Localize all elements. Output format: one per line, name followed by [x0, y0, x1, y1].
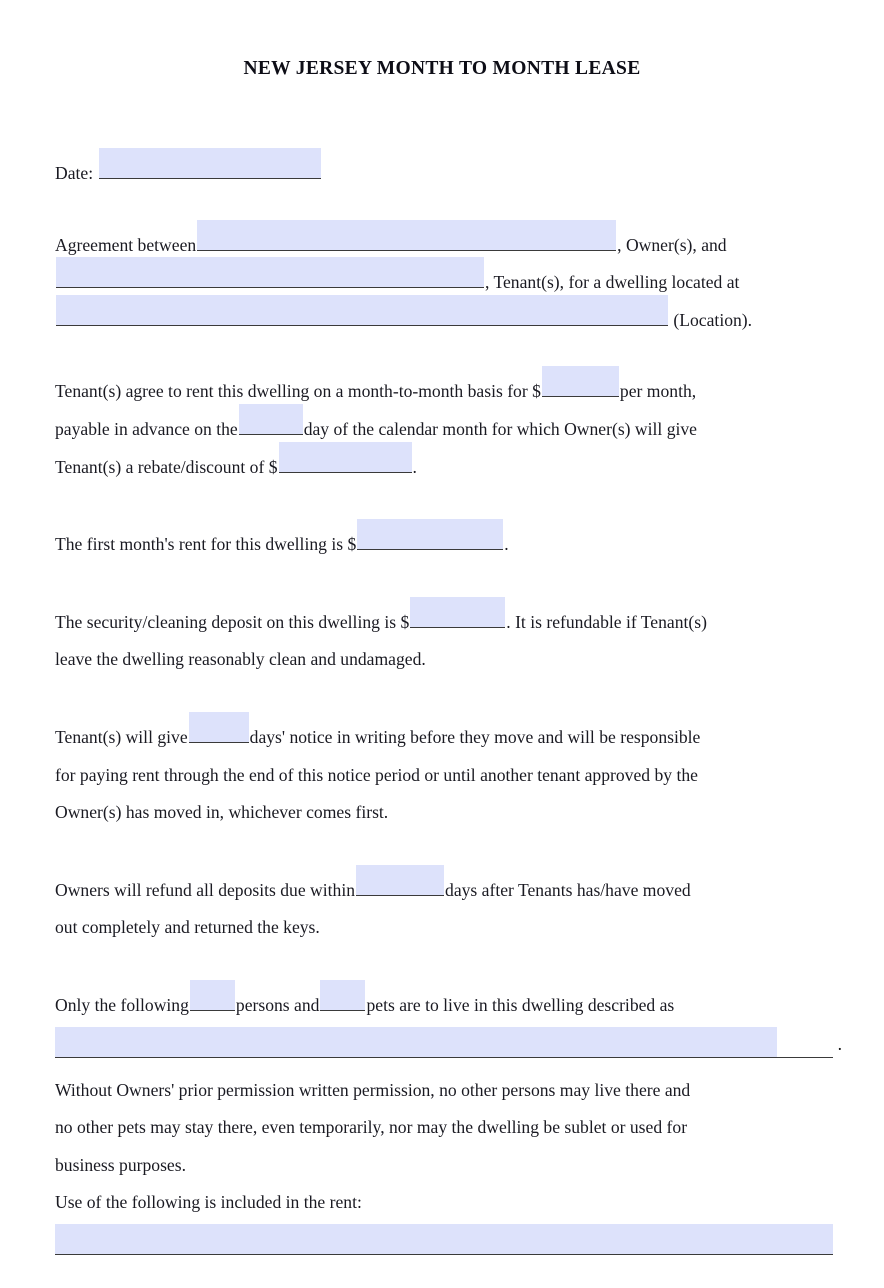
- first-month-prefix: The first month's rent for this dwelling is $: [55, 534, 357, 555]
- location-suffix-text: (Location).: [673, 309, 753, 330]
- restrictions-line2: no other pets may stay there, even temporarily, nor may the dwelling be sublet or used for: [55, 1117, 688, 1138]
- included-in-rent-label: Use of the following is included in the rent:: [55, 1192, 362, 1213]
- security-deposit-paragraph: [55, 604, 833, 679]
- rent-due-day-input[interactable]: [239, 416, 303, 435]
- rebate-discount-input[interactable]: [279, 453, 412, 472]
- security-deposit-prefix: The security/cleaning deposit on this dwelling is $: [55, 611, 410, 632]
- page-title: NEW JERSEY MONTH TO MONTH LEASE: [243, 58, 641, 79]
- date-input[interactable]: [99, 160, 321, 179]
- owner-name-input[interactable]: [197, 231, 616, 250]
- tenant-name-input[interactable]: [56, 269, 484, 288]
- rent-line1-prefix: Tenant(s) agree to rent this dwelling on a month-to-month basis for $: [55, 381, 541, 402]
- restrictions-line3: business purposes.: [55, 1154, 186, 1175]
- refund-days-input[interactable]: [356, 876, 444, 895]
- persons-count-input[interactable]: [190, 991, 235, 1010]
- restrictions-line1: Without Owners' prior permission written permission, no other persons may live there and: [55, 1079, 691, 1100]
- occupancy-paragraph: [55, 987, 833, 1025]
- first-month-suffix: .: [504, 534, 509, 555]
- date-label: Date:: [55, 163, 94, 183]
- rent-line2-suffix: day of the calendar month for which Owner(s) will give: [303, 418, 697, 439]
- date-line: [55, 155, 833, 193]
- rent-line3-prefix: Tenant(s) a rebate/discount of $: [55, 456, 278, 477]
- rent-paragraph: [55, 373, 833, 486]
- occupancy-prefix: Only the following: [55, 994, 189, 1015]
- rent-line2-prefix: payable in advance on the: [55, 418, 238, 439]
- notice-paragraph: [55, 719, 833, 832]
- refund-prefix: Owners will refund all deposits due within: [55, 879, 356, 900]
- security-deposit-input[interactable]: [410, 608, 505, 627]
- description-period: .: [837, 1033, 842, 1054]
- notice-prefix: Tenant(s) will give: [55, 726, 188, 747]
- pets-count-input[interactable]: [320, 991, 365, 1010]
- monthly-rent-input[interactable]: [542, 378, 619, 397]
- notice-line2: for paying rent through the end of this notice period or until another tenant approved by the: [55, 764, 698, 785]
- dwelling-location-input[interactable]: [56, 306, 668, 325]
- first-month-rent-input[interactable]: [357, 531, 503, 550]
- first-month-rent-paragraph: [55, 526, 833, 564]
- dwelling-description-input[interactable]: [55, 1027, 842, 1058]
- tenant-suffix-text: , Tenant(s), for a dwelling located at: [485, 272, 740, 293]
- refund-line2: out completely and returned the keys.: [55, 917, 320, 938]
- agreement-lead-text: Agreement between: [55, 234, 197, 255]
- agreement-paragraph: [55, 227, 833, 340]
- restrictions-paragraph: [55, 1072, 833, 1185]
- notice-suffix: days' notice in writing before they move and will be responsible: [249, 726, 701, 747]
- refund-paragraph: [55, 872, 833, 947]
- notice-days-input[interactable]: [189, 723, 249, 742]
- security-deposit-line2: leave the dwelling reasonably clean and undamaged.: [55, 649, 426, 670]
- occupancy-mid: persons and: [235, 994, 320, 1015]
- rent-line1-suffix: per month,: [619, 381, 697, 402]
- document-body: [55, 155, 842, 1255]
- security-deposit-suffix: . It is refundable if Tenant(s): [506, 611, 707, 632]
- refund-suffix: days after Tenants has/have moved: [445, 879, 691, 900]
- included-in-rent-input[interactable]: [55, 1224, 833, 1255]
- occupancy-suffix: pets are to live in this dwelling described as: [366, 994, 675, 1015]
- owner-suffix-text: , Owner(s), and: [617, 234, 727, 255]
- notice-line3: Owner(s) has moved in, whichever comes first.: [55, 802, 389, 823]
- rent-line3-suffix: .: [412, 456, 417, 477]
